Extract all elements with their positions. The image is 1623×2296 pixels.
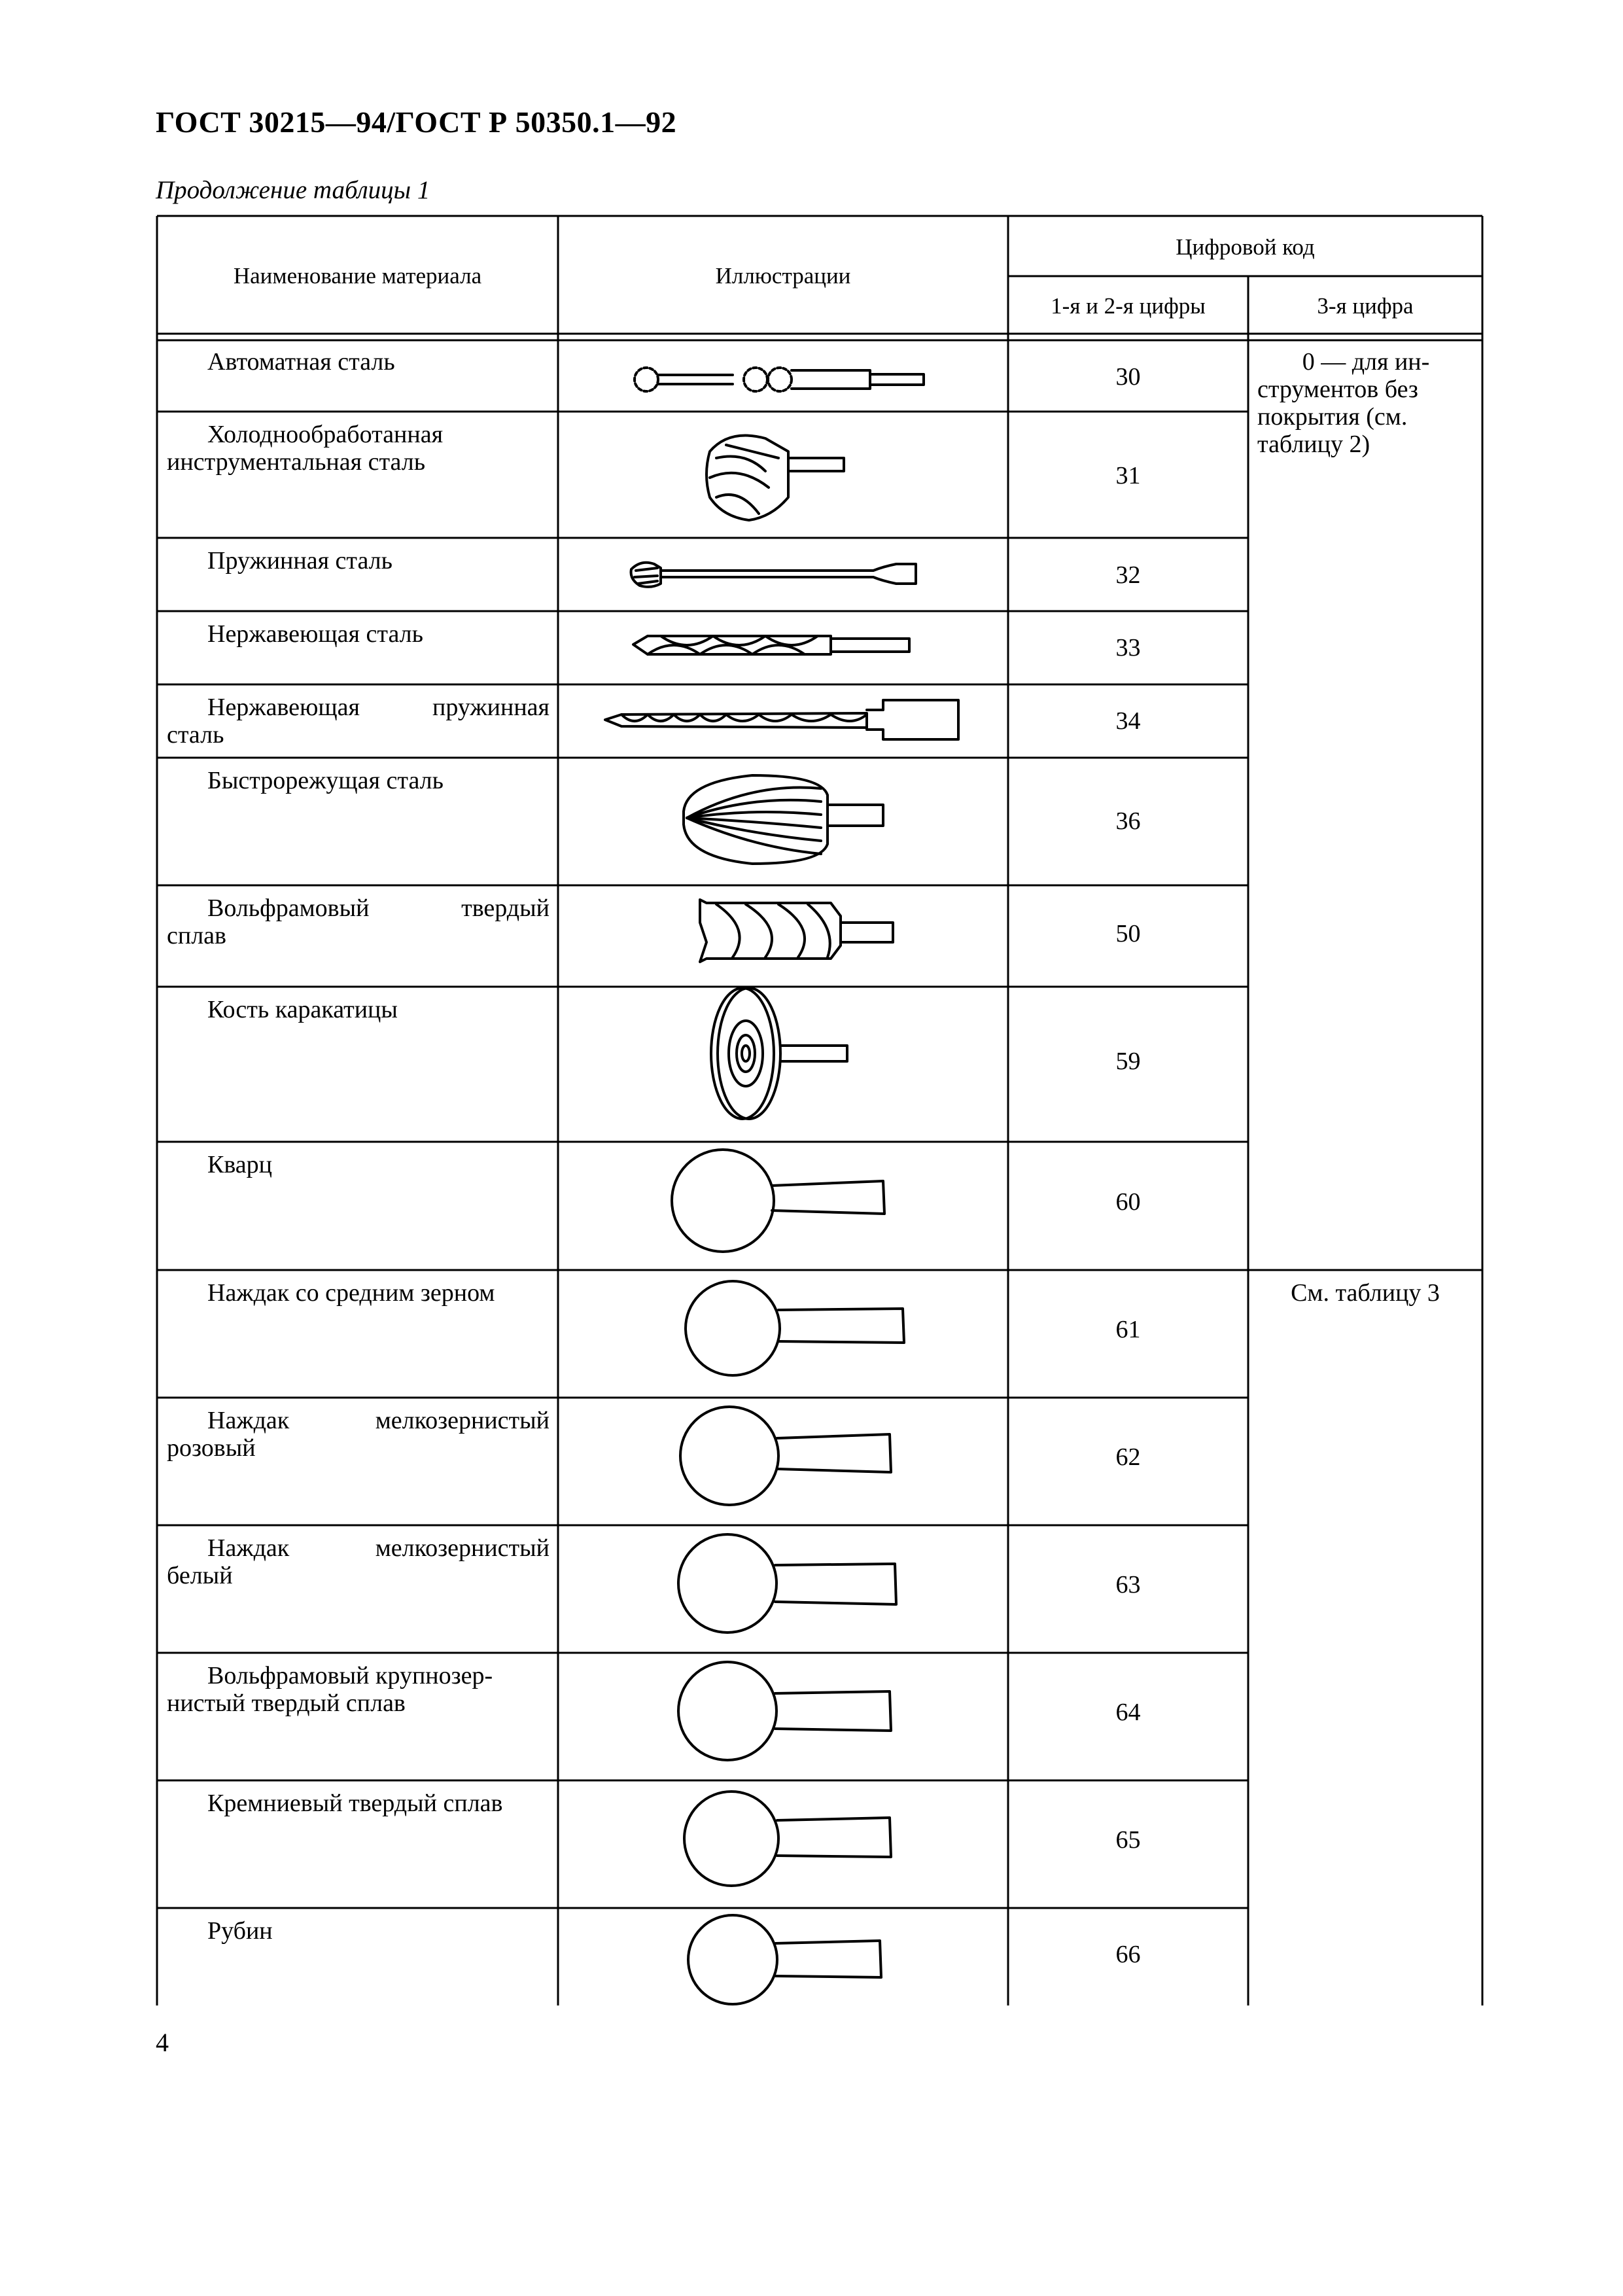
code-cell: 30 bbox=[1115, 363, 1141, 391]
page-number: 4 bbox=[156, 2028, 169, 2057]
code-cell: 33 bbox=[1115, 634, 1141, 662]
material-line: Рубин bbox=[207, 1917, 273, 1945]
code-cell: 61 bbox=[1115, 1316, 1141, 1343]
material-line: Вольфрамовый крупнозер- bbox=[207, 1662, 493, 1689]
material-line: Пружинная сталь bbox=[207, 547, 393, 574]
material-line: Нержавеющая пружинная bbox=[207, 694, 550, 721]
ball-bur-icon bbox=[686, 1281, 904, 1375]
twist-drill-icon bbox=[633, 636, 909, 654]
code-cell: 31 bbox=[1115, 462, 1141, 489]
code-cell: 62 bbox=[1115, 1443, 1141, 1471]
code-cell: 65 bbox=[1115, 1826, 1141, 1854]
disc-wheel-icon bbox=[711, 988, 847, 1119]
material-line: розовый bbox=[167, 1434, 256, 1462]
code-cell: 59 bbox=[1115, 1048, 1141, 1075]
code-cell: 32 bbox=[1115, 561, 1141, 589]
header-digital-code: Цифровой код bbox=[1176, 234, 1315, 260]
fine-twist-drill-icon bbox=[605, 700, 958, 739]
material-line: Наждак мелкозернистый bbox=[207, 1534, 550, 1562]
pear-bur-icon bbox=[684, 775, 883, 864]
ball-bur-icon bbox=[688, 1915, 881, 2004]
ball-bur-icon bbox=[684, 1792, 891, 1886]
material-line: Кость каракатицы bbox=[207, 996, 398, 1023]
header-material: Наименование материала bbox=[233, 262, 482, 289]
material-line: Автоматная сталь bbox=[207, 348, 395, 376]
twin-cutter-shaft-icon bbox=[635, 368, 924, 391]
carbide-cutter-icon bbox=[700, 900, 893, 962]
material-line: Вольфрамовый твердый bbox=[207, 894, 550, 922]
table-continuation-label: Продолжение таблицы 1 bbox=[156, 176, 430, 204]
material-line: сплав bbox=[167, 922, 226, 949]
code-cell: 50 bbox=[1115, 920, 1141, 947]
material-line: Нержавеющая сталь bbox=[207, 620, 423, 648]
material-line: инструментальная сталь bbox=[167, 448, 426, 476]
material-line: Холоднообработанная bbox=[207, 421, 444, 448]
document-header: ГОСТ 30215—94/ГОСТ Р 50350.1—92 bbox=[156, 105, 677, 139]
material-line: Быстрорежущая сталь bbox=[207, 767, 444, 794]
note-line-text: струментов без bbox=[1257, 376, 1418, 403]
material-line: нистый твердый сплав bbox=[167, 1689, 406, 1717]
ball-bur-icon bbox=[678, 1662, 891, 1760]
material-line: Кварц bbox=[207, 1151, 272, 1178]
spiral-bur-icon bbox=[707, 436, 844, 521]
material-line: сталь bbox=[167, 721, 224, 749]
header-code-digits-1-2: 1-я и 2-я цифры bbox=[1051, 292, 1206, 319]
material-line: Наждак мелкозернистый bbox=[207, 1407, 550, 1434]
header-code-digit-3: 3-я цифра bbox=[1317, 292, 1414, 319]
code-cell: 63 bbox=[1115, 1571, 1141, 1598]
code-cell: 60 bbox=[1115, 1188, 1141, 1216]
code-cell: 66 bbox=[1115, 1941, 1141, 1968]
code-cell: 34 bbox=[1115, 707, 1141, 735]
note-line: таблицу 2) bbox=[1257, 431, 1370, 458]
header-illustrations: Иллюстрации bbox=[715, 262, 851, 289]
code-cell: 64 bbox=[1115, 1699, 1141, 1726]
material-line: Наждак со средним зерном bbox=[207, 1279, 495, 1307]
long-shank-bur-icon bbox=[631, 563, 916, 587]
note-line: 0 — для ин- bbox=[1302, 348, 1430, 376]
material-line: Кремниевый твердый сплав bbox=[207, 1790, 503, 1817]
note-line: покрытия (см. bbox=[1257, 403, 1408, 431]
ball-bur-icon bbox=[680, 1407, 891, 1505]
note-see-table-3: См. таблицу 3 bbox=[1291, 1279, 1440, 1307]
ball-bur-icon bbox=[672, 1150, 884, 1252]
material-line: белый bbox=[167, 1562, 233, 1589]
code-cell: 36 bbox=[1115, 807, 1141, 835]
ball-bur-icon bbox=[678, 1534, 896, 1633]
